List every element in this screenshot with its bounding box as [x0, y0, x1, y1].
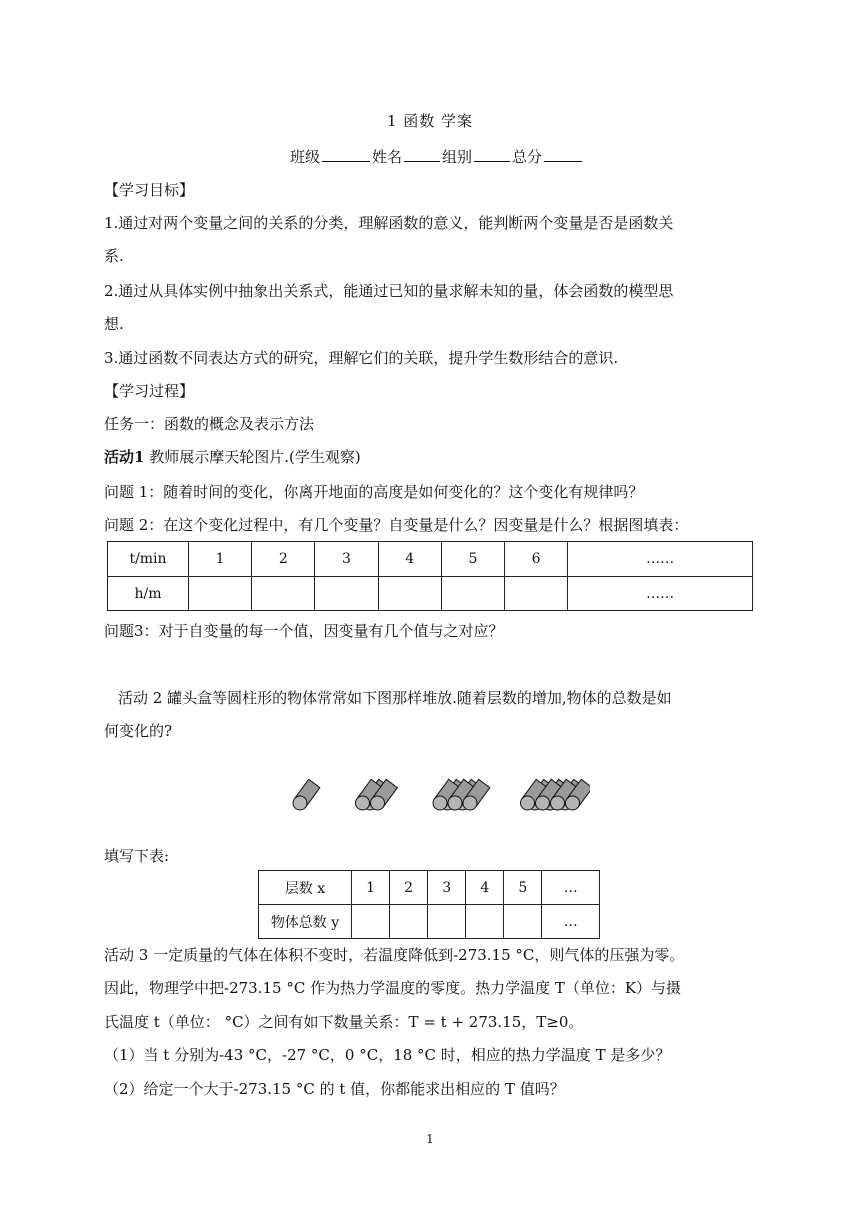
table-row	[108, 542, 753, 577]
table-input-cell[interactable]	[504, 905, 542, 939]
name-label: 姓名	[372, 148, 403, 166]
question-3: 问题3：对于自变量的每一个值，因变量有几个值与之对应？	[104, 622, 504, 640]
table-input-cell[interactable]	[390, 905, 428, 939]
table-cell: 6	[505, 542, 568, 577]
activity-1-label: 活动1	[104, 448, 145, 466]
score-label: 总分	[512, 148, 543, 166]
process-heading: 【学习过程】	[104, 382, 195, 400]
table-cell: 4	[378, 542, 441, 577]
cylinder-end	[536, 796, 550, 810]
table-input-cell[interactable]	[505, 577, 568, 611]
table-cell: h/m	[108, 577, 189, 611]
cylinder-end	[433, 796, 447, 810]
table-cell: 层数 x	[259, 871, 352, 905]
goal-1-line-b: 系.	[104, 247, 124, 265]
page-number: 1	[426, 1132, 434, 1146]
table-cell: 5	[441, 542, 504, 577]
goal-3: 3.通过函数不同表达方式的研究，理解它们的关联，提升学生数形结合的意识.	[104, 349, 619, 367]
table-cell: 1	[189, 542, 252, 577]
table-input-cell[interactable]	[466, 905, 504, 939]
activity-1	[104, 447, 361, 467]
cylinder-end	[371, 796, 385, 810]
cylinder-end	[356, 796, 370, 810]
question-2: 问题 2：在这个变化过程中，有几个变量？自变量是什么？因变量是什么？根据图填表：	[104, 516, 689, 534]
student-info-line	[290, 146, 584, 167]
goals-heading: 【学习目标】	[104, 181, 195, 199]
table-row	[259, 905, 600, 939]
question-1: 问题 1：随着时间的变化，你离开地面的高度是如何变化的？这个变化有规律吗？	[104, 483, 644, 501]
time-height-table	[107, 541, 753, 611]
table-cell: …	[542, 871, 600, 905]
activity-1-text: 教师展示摩天轮图片.(学生观察)	[144, 448, 361, 466]
goal-2-line-b: 想.	[104, 315, 124, 333]
class-label: 班级	[290, 148, 321, 166]
name-blank[interactable]	[404, 147, 440, 162]
table-cell: 2	[390, 871, 428, 905]
class-blank[interactable]	[322, 147, 370, 162]
cylinder-stacks-figure	[270, 745, 590, 835]
table-cell: 5	[504, 871, 542, 905]
table-cell: 3	[315, 542, 378, 577]
document-title: 1 函数 学案	[386, 112, 474, 130]
cylinder-end	[521, 796, 535, 810]
goal-2-line-a: 2.通过从具体实例中抽象出关系式，能通过已知的量求解未知的量，体会函数的模型思	[104, 282, 674, 300]
activity-2-line-a: 活动 2 罐头盒等圆柱形的物体常常如下图那样堆放.随着层数的增加,物体的总数是如	[118, 689, 672, 707]
activity-3-line-b: 因此，物理学中把-273.15 °C 作为热力学温度的零度。热力学温度 T（单位：K）与摄	[104, 979, 682, 997]
fill-table-instruction: 填写下表:	[104, 847, 170, 865]
cylinder-end	[566, 796, 580, 810]
task-1: 任务一：函数的概念及表示方法	[104, 415, 315, 433]
goal-1-line-a: 1.通过对两个变量之间的关系的分类，理解函数的意义，能判断两个变量是否是函数关	[104, 214, 674, 232]
table-cell: ……	[568, 577, 753, 611]
table-row	[108, 577, 753, 611]
cylinder-end	[463, 796, 477, 810]
cylinder-stacks	[293, 779, 590, 810]
table-input-cell[interactable]	[352, 905, 390, 939]
score-blank[interactable]	[544, 147, 582, 162]
table-cell: …	[542, 905, 600, 939]
table-cell: t/min	[108, 542, 189, 577]
table-cell: 2	[252, 542, 315, 577]
cylinder-end	[551, 796, 565, 810]
table-cell: 3	[428, 871, 466, 905]
group-label: 组别	[442, 148, 473, 166]
cylinder-end	[448, 796, 462, 810]
table-row	[259, 871, 600, 905]
table-input-cell[interactable]	[428, 905, 466, 939]
activity-3-line-a: 活动 3 一定质量的气体在体积不变时，若温度降低到-273.15 °C，则气体的压强为零。	[104, 946, 685, 964]
sub-question-1: （1）当 t 分别为-43 °C，-27 °C，0 °C，18 °C 时，相应的热力学温度 T 是多少？	[104, 1046, 671, 1064]
activity-3-line-c: 氏温度 t（单位： °C）之间有如下数量关系：T = t + 273.15，T≥0。	[104, 1013, 584, 1031]
table-cell: 4	[466, 871, 504, 905]
sub-question-2: （2）给定一个大于-273.15 °C 的 t 值，你都能求出相应的 T 值吗？	[104, 1080, 565, 1098]
table-input-cell[interactable]	[441, 577, 504, 611]
table-input-cell[interactable]	[252, 577, 315, 611]
table-cell: 物体总数 y	[259, 905, 352, 939]
group-blank[interactable]	[474, 147, 510, 162]
table-cell: ……	[568, 542, 753, 577]
cylinder-end	[293, 796, 307, 810]
table-input-cell[interactable]	[189, 577, 252, 611]
table-cell: 1	[352, 871, 390, 905]
layers-count-table	[258, 870, 600, 939]
activity-2-line-b: 何变化的?	[104, 722, 173, 740]
table-input-cell[interactable]	[378, 577, 441, 611]
table-input-cell[interactable]	[315, 577, 378, 611]
